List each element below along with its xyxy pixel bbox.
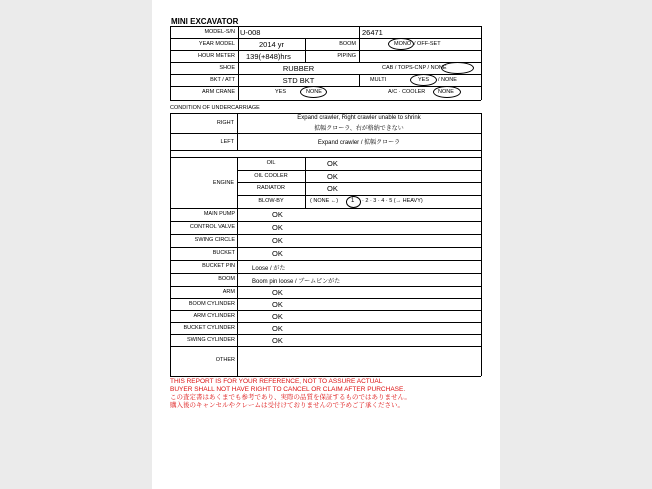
cab-options: CAB / TOPS-CNP / NONE bbox=[382, 65, 447, 71]
item-boom-label: BOOM bbox=[218, 276, 235, 282]
item-main-pump-label: MAIN PUMP bbox=[203, 211, 235, 217]
bkt-att-value: STD BKT bbox=[282, 76, 315, 85]
hour-meter-label: HOUR METER bbox=[198, 53, 235, 59]
model-sn-label: MODEL-S/N bbox=[204, 29, 235, 35]
ac-none-option: NONE bbox=[438, 89, 454, 95]
cab-none-circle bbox=[441, 62, 474, 74]
engine-oil-cooler-label: OIL COOLER bbox=[254, 173, 288, 179]
item-swing-circle-label: SWING CIRCLE bbox=[194, 237, 235, 243]
ac-none-circle bbox=[433, 86, 461, 98]
year-model-label: YEAR MODEL bbox=[198, 41, 235, 47]
arm-crane-label: ARM CRANE bbox=[201, 89, 235, 95]
multi-yes-option: YES bbox=[418, 77, 430, 83]
arm-crane-yes-option: YES bbox=[275, 89, 287, 95]
model-value: U-008 bbox=[240, 28, 261, 37]
item-boom-value: Boom pin loose / ブームピンがた bbox=[252, 279, 341, 285]
engine-radiator-value: OK bbox=[327, 184, 338, 193]
item-arm-cylinder-value: OK bbox=[272, 312, 283, 321]
shoe-label: SHOE bbox=[219, 65, 235, 71]
piping-label: PIPING bbox=[337, 53, 356, 59]
engine-oil-label: OIL bbox=[266, 160, 276, 166]
engine-oil-cooler-value: OK bbox=[327, 172, 338, 181]
blowby-scale: · 2 · 3 · 4 · 5 (→ HEAVY) bbox=[362, 198, 423, 204]
item-control-valve-value: OK bbox=[272, 223, 283, 232]
item-bucket-value: OK bbox=[272, 249, 283, 258]
item-arm-label: ARM bbox=[222, 289, 235, 295]
report-title: MINI EXCAVATOR bbox=[171, 17, 239, 26]
blowby-none-option: ( NONE ←) bbox=[310, 198, 339, 204]
item-main-pump-value: OK bbox=[272, 210, 283, 219]
undercarriage-left-value: Expand crawler / 拡幅クローラ bbox=[317, 140, 401, 146]
hour-meter-value: 139(+848)hrs bbox=[246, 52, 291, 61]
disclaimer-line3: この査定書はあくまでも参考であり、実際の品質を保証するものではありません。 bbox=[170, 394, 411, 401]
disclaimer-line4: 購入後のキャンセルやクレームは受付けておりませんので予めご了承ください。 bbox=[170, 402, 404, 409]
item-boom-cylinder-value: OK bbox=[272, 300, 283, 309]
undercarriage-right-label: RIGHT bbox=[216, 120, 234, 126]
multi-label: MULTI bbox=[370, 77, 387, 83]
item-arm-value: OK bbox=[272, 288, 283, 297]
item-arm-cylinder-label: ARM CYLINDER bbox=[193, 313, 235, 319]
year-model-value: 2014 yr bbox=[258, 40, 285, 49]
item-swing-circle-value: OK bbox=[272, 236, 283, 245]
item-bucket-pin-value: Loose / がた bbox=[252, 266, 286, 272]
undercarriage-right-line1: Expand crawler, Right crawler unable to shrink bbox=[297, 115, 421, 121]
item-control-valve-label: CONTROL VALVE bbox=[189, 224, 235, 230]
undercarriage-section-title: CONDITION OF UNDERCARRIAGE bbox=[170, 105, 260, 111]
other-label: OTHER bbox=[215, 357, 235, 363]
ac-cooler-label: A/C · COOLER bbox=[388, 89, 426, 95]
item-bucket-pin-label: BUCKET PIN bbox=[202, 263, 235, 269]
item-bucket-cylinder-value: OK bbox=[272, 324, 283, 333]
engine-label: ENGINE bbox=[212, 180, 234, 186]
disclaimer-line1: THIS REPORT IS FOR YOUR REFERENCE, NOT TO ASSURE ACTUAL bbox=[170, 378, 383, 385]
blowby-level-1: 1 bbox=[351, 198, 355, 204]
serial-value: 26471 bbox=[362, 28, 383, 37]
item-swing-cylinder-label: SWING CYLINDER bbox=[187, 337, 235, 343]
item-swing-cylinder-value: OK bbox=[272, 336, 283, 345]
engine-blowby-label: BLOW-BY bbox=[258, 198, 284, 204]
undercarriage-left-label: LEFT bbox=[220, 139, 234, 145]
boom-offset-option: / OFF-SET bbox=[414, 41, 441, 47]
engine-radiator-label: RADIATOR bbox=[257, 185, 285, 191]
boom-mono-option: MONO bbox=[394, 41, 412, 47]
bkt-att-label: BKT / ATT bbox=[210, 77, 235, 83]
multi-yes-circle bbox=[410, 74, 437, 86]
multi-none-option: / NONE bbox=[438, 77, 457, 83]
item-bucket-label: BUCKET bbox=[212, 250, 235, 256]
shoe-value: RUBBER bbox=[282, 64, 315, 73]
item-bucket-cylinder-label: BUCKET CYLINDER bbox=[183, 325, 235, 331]
blowby-level-1-circle bbox=[346, 196, 361, 208]
boom-label: BOOM bbox=[339, 41, 356, 47]
undercarriage-right-line2: 拡幅クローラ、右が格納できない bbox=[314, 126, 404, 132]
disclaimer-line2: BUYER SHALL NOT HAVE RIGHT TO CANCEL OR CLAIM AFTER PURCHASE. bbox=[170, 386, 406, 393]
engine-oil-value: OK bbox=[327, 159, 338, 168]
boom-mono-circle bbox=[388, 38, 414, 50]
arm-crane-none-circle bbox=[300, 86, 327, 98]
arm-crane-none-option: NONE bbox=[306, 89, 322, 95]
item-boom-cylinder-label: BOOM CYLINDER bbox=[188, 301, 235, 307]
